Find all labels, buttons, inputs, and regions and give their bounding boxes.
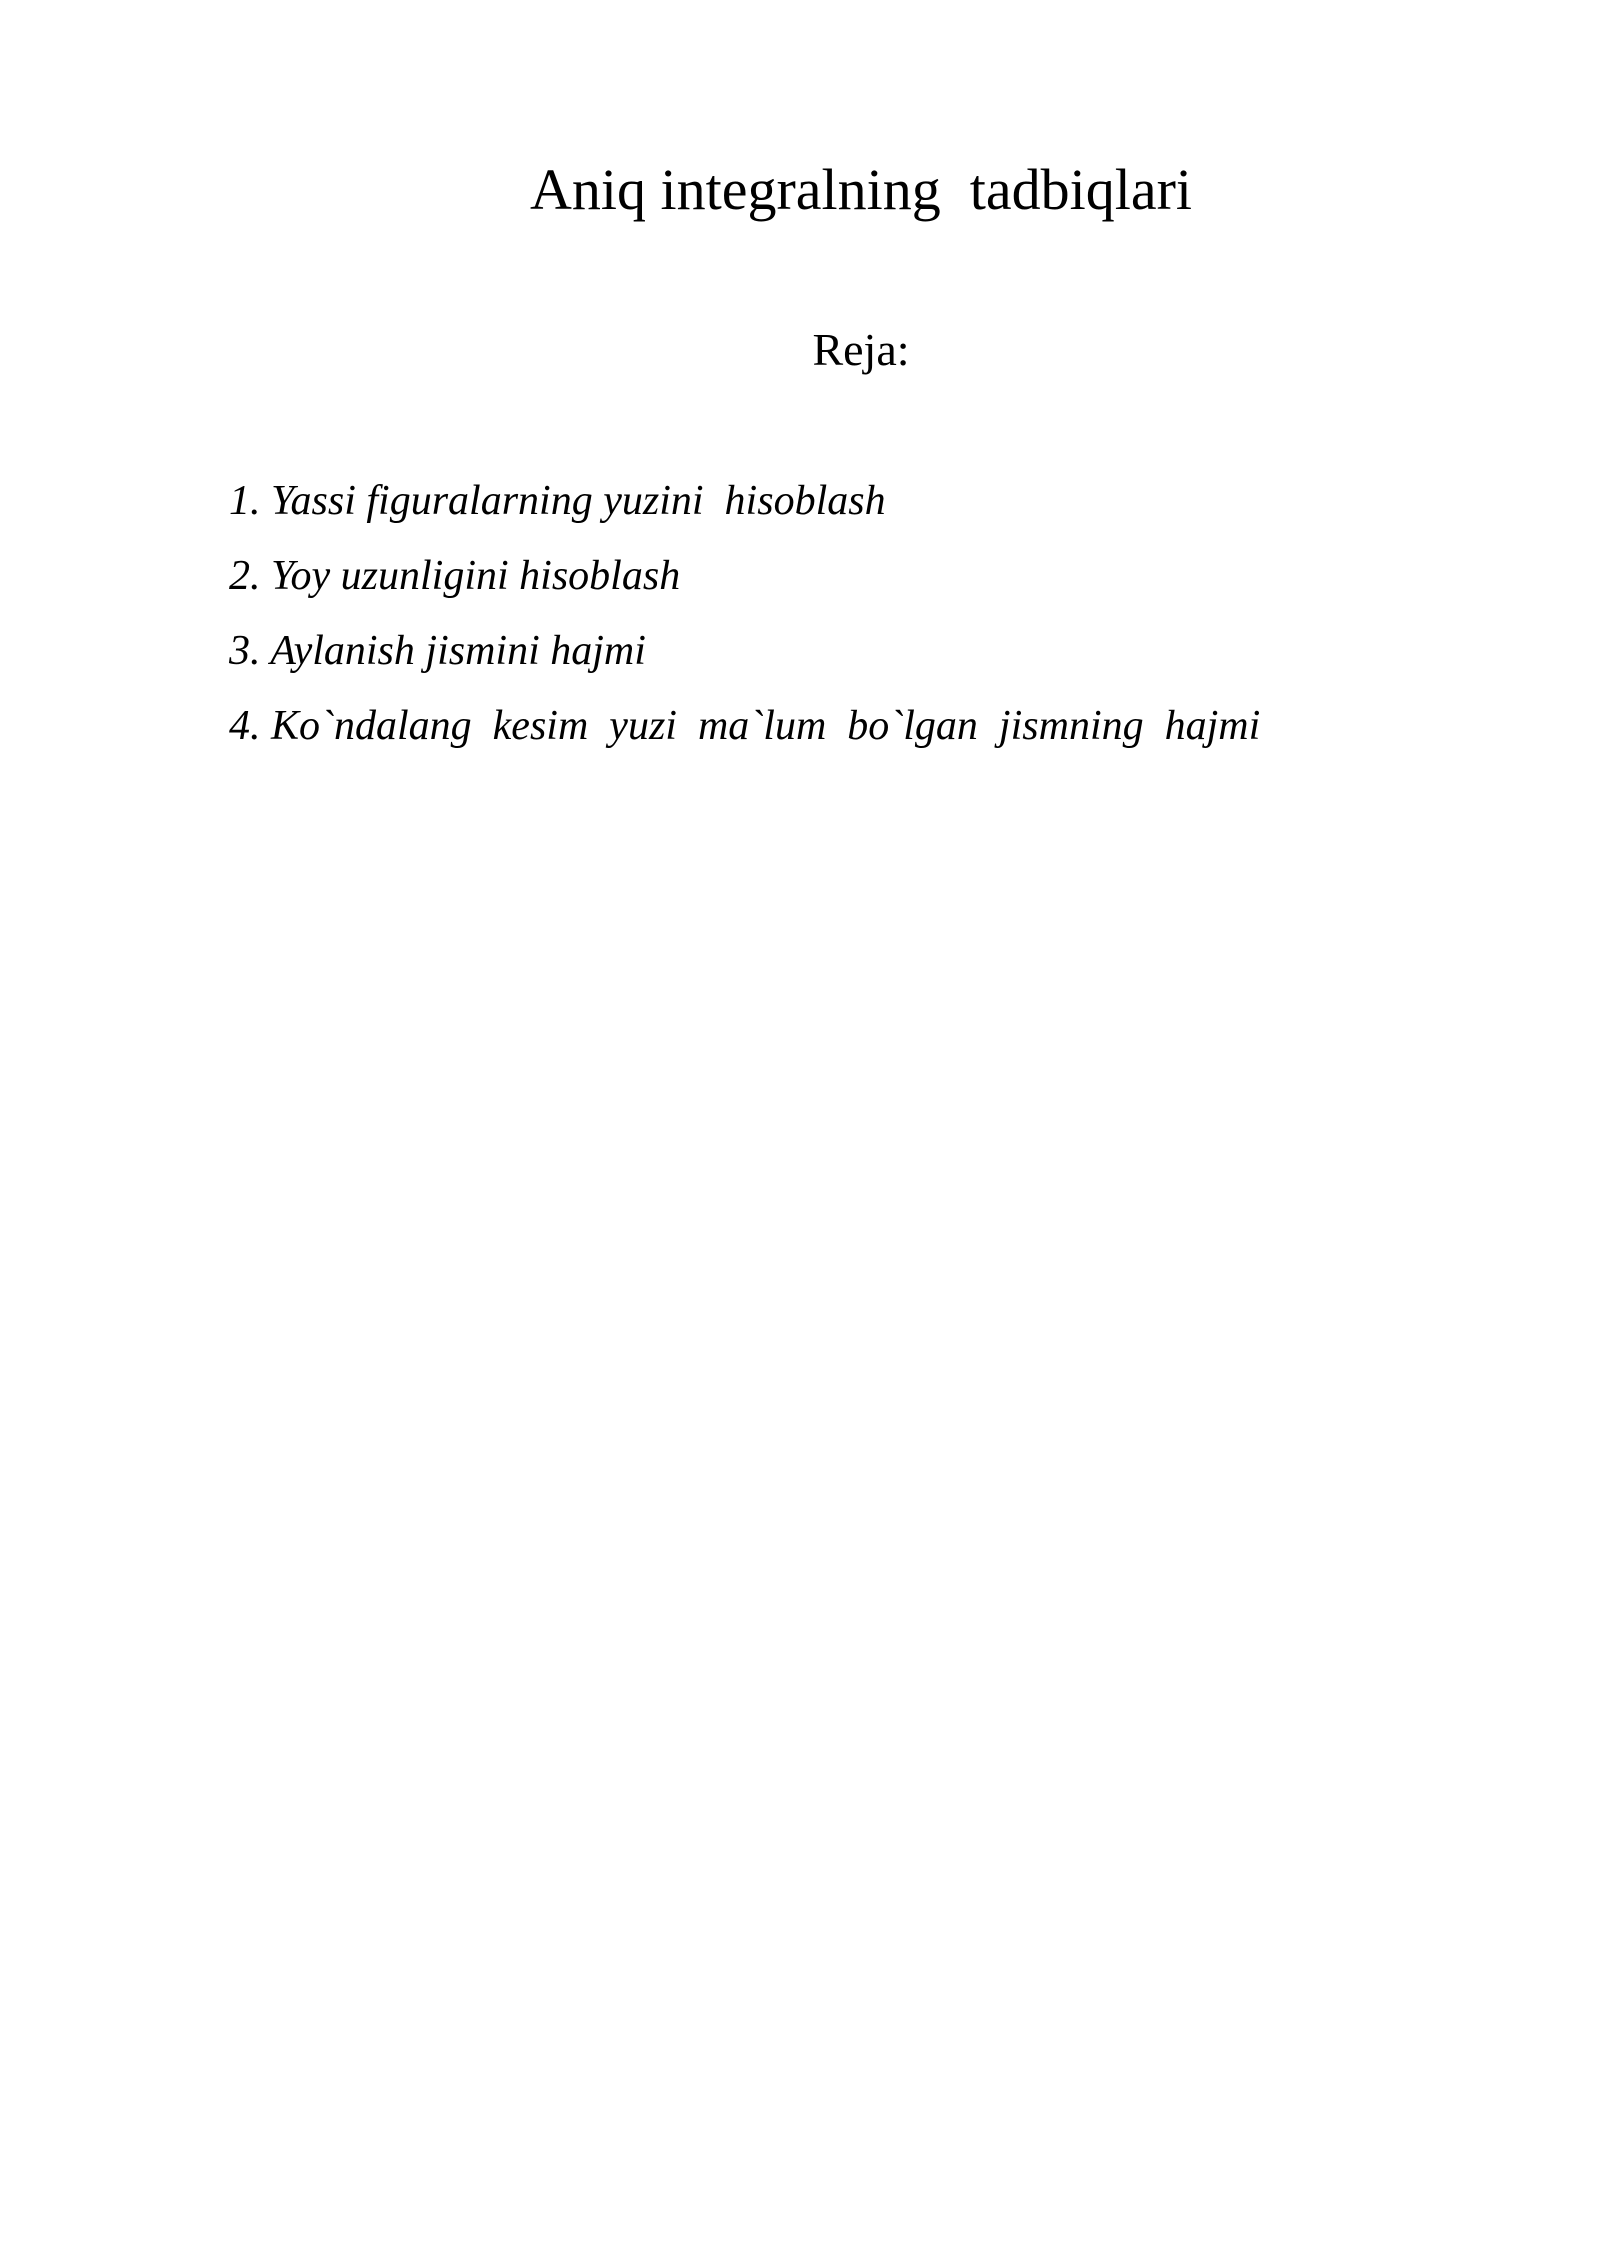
plan-item: 3. Aylanish jismini hajmi (229, 628, 646, 674)
plan-item: 4. Ko`ndalang kesim yuzi ma`lum bo`lgan jismning hajmi (229, 703, 1261, 749)
plan-item: 2. Yoy uzunligini hisoblash (229, 553, 681, 599)
plan-list (229, 464, 1260, 764)
document-title: Aniq integralning tadbiqlari (529, 157, 1192, 222)
plan-item: 1. Yassi figuralarning yuzini hisoblash (229, 478, 886, 524)
plan-heading: Reja: (812, 324, 910, 375)
